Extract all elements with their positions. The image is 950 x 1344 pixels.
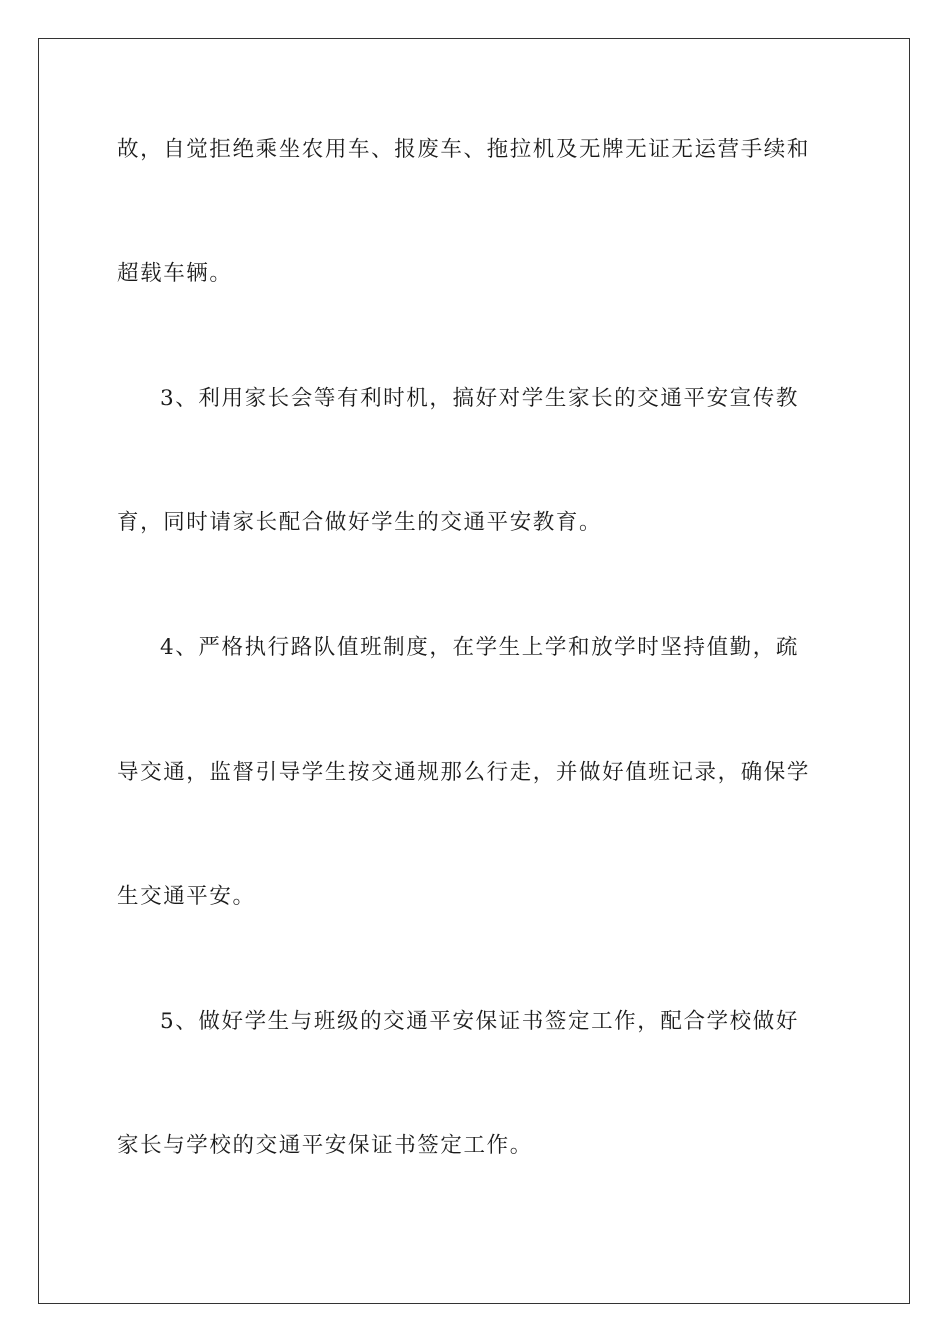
- paragraph-4-line-2: 导交通，监督引导学生按交通规那么行走，并做好值班记录，确保学: [117, 760, 811, 785]
- page-frame: [38, 38, 910, 1304]
- paragraph-3-line-1: 3、利用家长会等有利时机，搞好对学生家长的交通平安宣传教: [160, 386, 799, 411]
- paragraph-5-line-2: 家长与学校的交通平安保证书签定工作。: [117, 1133, 533, 1158]
- paragraph-line-end: 超载车辆。: [117, 261, 233, 286]
- paragraph-4-line-1: 4、严格执行路队值班制度，在学生上学和放学时坚持值勤，疏: [160, 635, 799, 660]
- paragraph-line-continuation: 故，自觉拒绝乘坐农用车、报废车、拖拉机及无牌无证无运营手续和: [117, 137, 811, 162]
- paragraph-5-line-1: 5、做好学生与班级的交通平安保证书签定工作，配合学校做好: [160, 1009, 799, 1034]
- paragraph-3-line-2: 育，同时请家长配合做好学生的交通平安教育。: [117, 510, 603, 535]
- paragraph-4-line-3: 生交通平安。: [117, 884, 256, 909]
